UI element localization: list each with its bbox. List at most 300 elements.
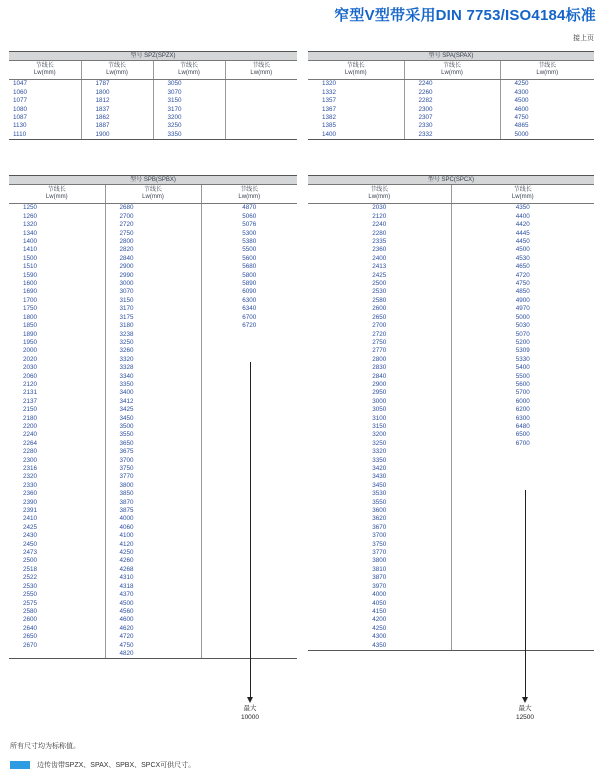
spa-col-header: 节线长 Lw(mm) (500, 61, 594, 80)
table-cell: 1367 (308, 106, 404, 114)
table-cell: 6000 (515, 397, 530, 405)
table-cell (451, 549, 594, 557)
table-cell (451, 473, 594, 481)
spa-table-title: 型号 SPA(SPAX) (308, 52, 594, 61)
table-row (9, 524, 297, 532)
table-cell: 4100 (105, 532, 201, 540)
table-cell: 4600 (514, 105, 529, 113)
table-cell: 3170 (153, 106, 225, 114)
table-row (9, 238, 297, 246)
table-row (9, 255, 297, 263)
table-row (308, 322, 594, 330)
spb-col-header: 节线长 Lw(mm) (9, 185, 105, 204)
table-cell: 1837 (81, 106, 153, 114)
table-cell: 2700 (105, 213, 201, 221)
table-row (308, 616, 594, 624)
table-cell: 6200 (515, 406, 530, 414)
table-cell: 5680 (242, 263, 257, 271)
table-row (308, 524, 594, 532)
table-row (9, 347, 297, 355)
table-cell: 1950 (9, 339, 105, 347)
table-row (308, 415, 594, 423)
table-cell: 3170 (105, 305, 201, 313)
table-row (308, 600, 594, 608)
table-row (9, 482, 297, 490)
table-cell: 2264 (9, 440, 105, 448)
table-cell: 2240 (308, 221, 451, 229)
table-row (9, 204, 297, 213)
table-row (9, 230, 297, 238)
table-cell: 2280 (308, 230, 451, 238)
table-cell: 3238 (105, 331, 201, 339)
table-row (308, 608, 594, 616)
table-row (9, 280, 297, 288)
table-cell: 2575 (9, 600, 105, 608)
table-cell: 2330 (9, 482, 105, 490)
table-cell (225, 131, 297, 140)
table-cell (225, 89, 297, 97)
table-row (308, 557, 594, 565)
table-cell: 4370 (105, 591, 201, 599)
table-cell: 2030 (9, 364, 105, 372)
spa-col-header: 节线长 Lw(mm) (308, 61, 404, 80)
table-cell: 1332 (308, 89, 404, 97)
table-cell: 1862 (81, 114, 153, 122)
table-cell: 3450 (308, 482, 451, 490)
table-cell: 2580 (9, 608, 105, 616)
table-cell: 2180 (9, 415, 105, 423)
table-cell: 1260 (9, 213, 105, 221)
table-cell: 1400 (308, 131, 404, 140)
table-cell (451, 515, 594, 523)
spz-col-header: 节线长 Lw(mm) (225, 61, 297, 80)
table-cell: 4870 (242, 204, 257, 212)
table-cell: 3750 (308, 541, 451, 549)
table-row (9, 616, 297, 624)
table-cell: 4530 (515, 254, 530, 262)
table-cell: 3250 (105, 339, 201, 347)
table-row (9, 650, 297, 659)
table-cell: 3260 (105, 347, 201, 355)
table-cell: 4060 (105, 524, 201, 532)
table-cell: 1385 (308, 122, 404, 130)
table-cell: 1080 (9, 106, 81, 114)
table-cell: 2450 (9, 541, 105, 549)
table-cell: 5070 (515, 330, 530, 338)
table-cell: 2820 (105, 246, 201, 254)
table-cell: 2030 (308, 204, 451, 213)
table-row (308, 204, 594, 213)
table-cell: 1590 (9, 272, 105, 280)
table-cell: 2530 (308, 288, 451, 296)
table-cell: 2410 (9, 515, 105, 523)
table-cell: 2522 (9, 574, 105, 582)
table-cell: 4300 (308, 633, 451, 641)
table-cell (451, 524, 594, 532)
table-row (308, 465, 594, 473)
table-cell: 2830 (308, 364, 451, 372)
spb-table (9, 175, 297, 659)
table-row (308, 97, 594, 105)
table-row (308, 314, 594, 322)
table-row (9, 600, 297, 608)
table-row (9, 473, 297, 481)
table-cell: 3350 (308, 457, 451, 465)
continued-label: 接上页 (573, 35, 594, 42)
table-row (308, 583, 594, 591)
table-cell: 1250 (9, 204, 105, 213)
table-cell: 5309 (515, 347, 530, 355)
table-cell: 2900 (105, 263, 201, 271)
table-cell: 2430 (9, 532, 105, 540)
table-cell: 4050 (308, 600, 451, 608)
table-cell: 2770 (308, 347, 451, 355)
table-cell: 3070 (105, 288, 201, 296)
table-cell: 3770 (105, 473, 201, 481)
table-cell: 1047 (9, 80, 81, 89)
table-row (308, 339, 594, 347)
table-cell: 3070 (153, 89, 225, 97)
table-cell: 5076 (242, 221, 257, 229)
table-cell: 2332 (404, 131, 500, 140)
table-cell (451, 499, 594, 507)
table-cell: 2330 (404, 122, 500, 130)
table-cell (451, 557, 594, 565)
table-cell: 5600 (242, 254, 257, 262)
table-cell: 1320 (9, 221, 105, 229)
table-row (308, 238, 594, 246)
table-cell (451, 532, 594, 540)
table-cell: 3600 (308, 507, 451, 515)
table-cell: 1800 (81, 89, 153, 97)
table-row (308, 591, 594, 599)
table-cell: 4500 (515, 246, 530, 254)
table-row (9, 591, 297, 599)
table-cell: 5330 (515, 355, 530, 363)
table-cell: 3320 (308, 448, 451, 456)
table-cell: 4000 (308, 591, 451, 599)
table-cell: 3770 (308, 549, 451, 557)
table-row (308, 507, 594, 515)
table-cell: 2750 (308, 339, 451, 347)
table-row (308, 305, 594, 313)
table-cell: 2473 (9, 549, 105, 557)
table-cell: 3550 (308, 499, 451, 507)
table-cell: 4650 (515, 263, 530, 271)
table-row (308, 431, 594, 439)
table-cell (451, 583, 594, 591)
table-cell: 3650 (105, 440, 201, 448)
table-cell (9, 650, 105, 659)
table-row (9, 642, 297, 650)
table-cell: 3530 (308, 490, 451, 498)
table-row (9, 97, 297, 105)
table-cell: 4268 (105, 566, 201, 574)
table-cell: 3400 (105, 389, 201, 397)
table-cell: 5500 (242, 246, 257, 254)
spc-col-header: 节线长 Lw(mm) (308, 185, 451, 204)
table-cell: 6700 (242, 313, 257, 321)
table-cell: 2650 (308, 314, 451, 322)
table-row (9, 80, 297, 89)
table-cell: 4750 (515, 280, 530, 288)
table-cell: 3100 (308, 415, 451, 423)
table-row (308, 255, 594, 263)
table-row (308, 625, 594, 633)
table-cell: 4865 (514, 122, 529, 130)
table-cell (451, 465, 594, 473)
table-row (9, 566, 297, 574)
table-cell: 3050 (308, 406, 451, 414)
table-row (9, 625, 297, 633)
table-cell: 2800 (308, 356, 451, 364)
table-row (308, 347, 594, 355)
table-cell: 2500 (308, 280, 451, 288)
table-row (308, 373, 594, 381)
table-cell: 2800 (105, 238, 201, 246)
table-cell: 3850 (105, 490, 201, 498)
table-cell: 4500 (105, 600, 201, 608)
table-cell (451, 633, 594, 641)
table-cell: 3425 (105, 406, 201, 414)
table-cell: 4560 (105, 608, 201, 616)
table-row (9, 583, 297, 591)
table-row (308, 221, 594, 229)
table-row (9, 431, 297, 439)
table-row (9, 288, 297, 296)
table-row (308, 549, 594, 557)
table-row (9, 305, 297, 313)
table-row (308, 448, 594, 456)
table-cell: 3430 (308, 473, 451, 481)
table-cell: 2307 (404, 114, 500, 122)
table-cell: 3200 (153, 114, 225, 122)
table-cell: 4350 (308, 642, 451, 651)
table-cell: 2840 (105, 255, 201, 263)
table-cell (225, 114, 297, 122)
table-cell: 2260 (404, 89, 500, 97)
table-row (308, 297, 594, 305)
table-cell: 2600 (9, 616, 105, 624)
table-cell: 2518 (9, 566, 105, 574)
table-cell: 5060 (242, 212, 257, 220)
table-row (9, 122, 297, 130)
spc-table-title: 型号 SPC(SPCX) (308, 176, 594, 185)
table-row (9, 633, 297, 641)
table-cell: 2131 (9, 389, 105, 397)
table-cell: 2300 (404, 106, 500, 114)
table-row (308, 213, 594, 221)
table-row (9, 448, 297, 456)
table-cell: 5380 (242, 238, 257, 246)
table-cell: 2316 (9, 465, 105, 473)
table-cell: 4420 (515, 221, 530, 229)
note-nominal: 所有尺寸均为标称值。 (10, 743, 80, 750)
spb-max-label: 最大 10000 (240, 705, 260, 721)
table-cell (451, 591, 594, 599)
table-row (9, 339, 297, 347)
table-row (308, 574, 594, 582)
table-cell: 1812 (81, 97, 153, 105)
table-row (9, 406, 297, 414)
spz-col-header: 节线长 Lw(mm) (9, 61, 81, 80)
table-row (308, 106, 594, 114)
table-cell: 1400 (9, 238, 105, 246)
table-cell: 3250 (308, 440, 451, 448)
table-cell: 2530 (9, 583, 105, 591)
spa-col-header: 节线长 Lw(mm) (404, 61, 500, 80)
table-cell: 4750 (105, 642, 201, 650)
table-cell: 1060 (9, 89, 81, 97)
legend-swatch (10, 761, 30, 769)
table-cell: 4850 (515, 288, 530, 296)
table-row (308, 532, 594, 540)
table-cell: 2990 (105, 272, 201, 280)
table-cell: 1890 (9, 331, 105, 339)
table-row (9, 246, 297, 254)
table-cell: 3175 (105, 314, 201, 322)
spb-max-arrow (250, 362, 251, 698)
table-row (308, 406, 594, 414)
table-cell (451, 448, 594, 456)
table-cell: 5030 (515, 322, 530, 330)
table-cell: 3670 (308, 524, 451, 532)
table-cell: 2670 (9, 642, 105, 650)
table-row (9, 574, 297, 582)
table-cell: 1077 (9, 97, 81, 105)
table-cell: 2700 (308, 322, 451, 330)
spz-col-header: 节线长 Lw(mm) (81, 61, 153, 80)
table-row (9, 331, 297, 339)
table-row (308, 280, 594, 288)
table-cell (451, 490, 594, 498)
table-cell: 3350 (105, 381, 201, 389)
table-cell: 5000 (515, 313, 530, 321)
table-row (308, 642, 594, 651)
table-cell: 4500 (514, 97, 529, 105)
table-row (9, 457, 297, 465)
table-cell: 3340 (105, 373, 201, 381)
table-cell: 5000 (500, 131, 594, 140)
spc-col-header: 节线长 Lw(mm) (451, 185, 594, 204)
table-cell: 1110 (9, 131, 81, 140)
table-cell (201, 331, 297, 339)
table-row (308, 490, 594, 498)
table-cell: 1900 (81, 131, 153, 140)
table-cell: 6300 (515, 414, 530, 422)
table-row (9, 364, 297, 372)
table-cell (225, 122, 297, 130)
table-row (308, 331, 594, 339)
table-cell: 1340 (9, 230, 105, 238)
table-cell: 2720 (105, 221, 201, 229)
table-cell: 3000 (105, 280, 201, 288)
table-cell (451, 616, 594, 624)
table-row (9, 608, 297, 616)
table-row (308, 356, 594, 364)
table-cell: 3000 (308, 398, 451, 406)
table-cell: 3250 (153, 122, 225, 130)
table-cell (225, 97, 297, 105)
table-row (308, 230, 594, 238)
table-row (9, 221, 297, 229)
table-row (9, 507, 297, 515)
table-cell: 6720 (242, 322, 257, 330)
table-cell: 1500 (9, 255, 105, 263)
table-cell (451, 541, 594, 549)
spb-table-title: 型号 SPB(SPBX) (9, 176, 297, 185)
table-row (9, 263, 297, 271)
table-cell: 5200 (515, 338, 530, 346)
table-row (9, 490, 297, 498)
table-cell: 4900 (515, 296, 530, 304)
table-row (9, 297, 297, 305)
table-cell: 3620 (308, 515, 451, 523)
table-cell: 2150 (9, 406, 105, 414)
table-row (9, 381, 297, 389)
table-cell: 2200 (9, 423, 105, 431)
table-cell: 2335 (308, 238, 451, 246)
table-cell: 2000 (9, 347, 105, 355)
table-cell: 3150 (153, 97, 225, 105)
table-cell: 3450 (105, 415, 201, 423)
table-cell: 2425 (9, 524, 105, 532)
table-cell: 1887 (81, 122, 153, 130)
table-cell (225, 106, 297, 114)
table-cell: 6340 (242, 305, 257, 313)
table-cell: 1850 (9, 322, 105, 330)
table-cell: 1700 (9, 297, 105, 305)
table-cell: 5500 (515, 372, 530, 380)
table-cell: 4250 (105, 549, 201, 557)
table-cell: 2413 (308, 263, 451, 271)
table-row (308, 423, 594, 431)
table-cell: 3550 (105, 431, 201, 439)
table-row (9, 541, 297, 549)
table-cell: 6700 (515, 439, 530, 447)
table-row (9, 549, 297, 557)
spc-max-label: 最大 12500 (515, 705, 535, 721)
table-cell (225, 80, 297, 89)
table-row (308, 515, 594, 523)
table-cell: 2360 (9, 490, 105, 498)
table-cell: 1087 (9, 114, 81, 122)
table-cell: 2840 (308, 373, 451, 381)
table-cell: 4450 (515, 238, 530, 246)
table-cell (451, 457, 594, 465)
spa-table (308, 51, 594, 140)
table-cell: 2425 (308, 272, 451, 280)
table-cell: 3350 (153, 131, 225, 140)
table-cell: 5700 (515, 389, 530, 397)
table-row (308, 114, 594, 122)
table-cell: 2950 (308, 389, 451, 397)
table-row (308, 440, 594, 448)
table-cell: 6500 (515, 431, 530, 439)
table-row (308, 398, 594, 406)
table-cell: 2360 (308, 246, 451, 254)
table-cell: 4750 (514, 114, 529, 122)
table-cell: 4120 (105, 541, 201, 549)
table-cell: 1382 (308, 114, 404, 122)
table-row (308, 566, 594, 574)
table-cell: 1800 (9, 314, 105, 322)
table-cell: 3970 (308, 583, 451, 591)
table-cell: 1510 (9, 263, 105, 271)
table-cell (201, 339, 297, 347)
table-cell: 2240 (404, 80, 500, 89)
spb-col-header: 节线长 Lw(mm) (201, 185, 297, 204)
